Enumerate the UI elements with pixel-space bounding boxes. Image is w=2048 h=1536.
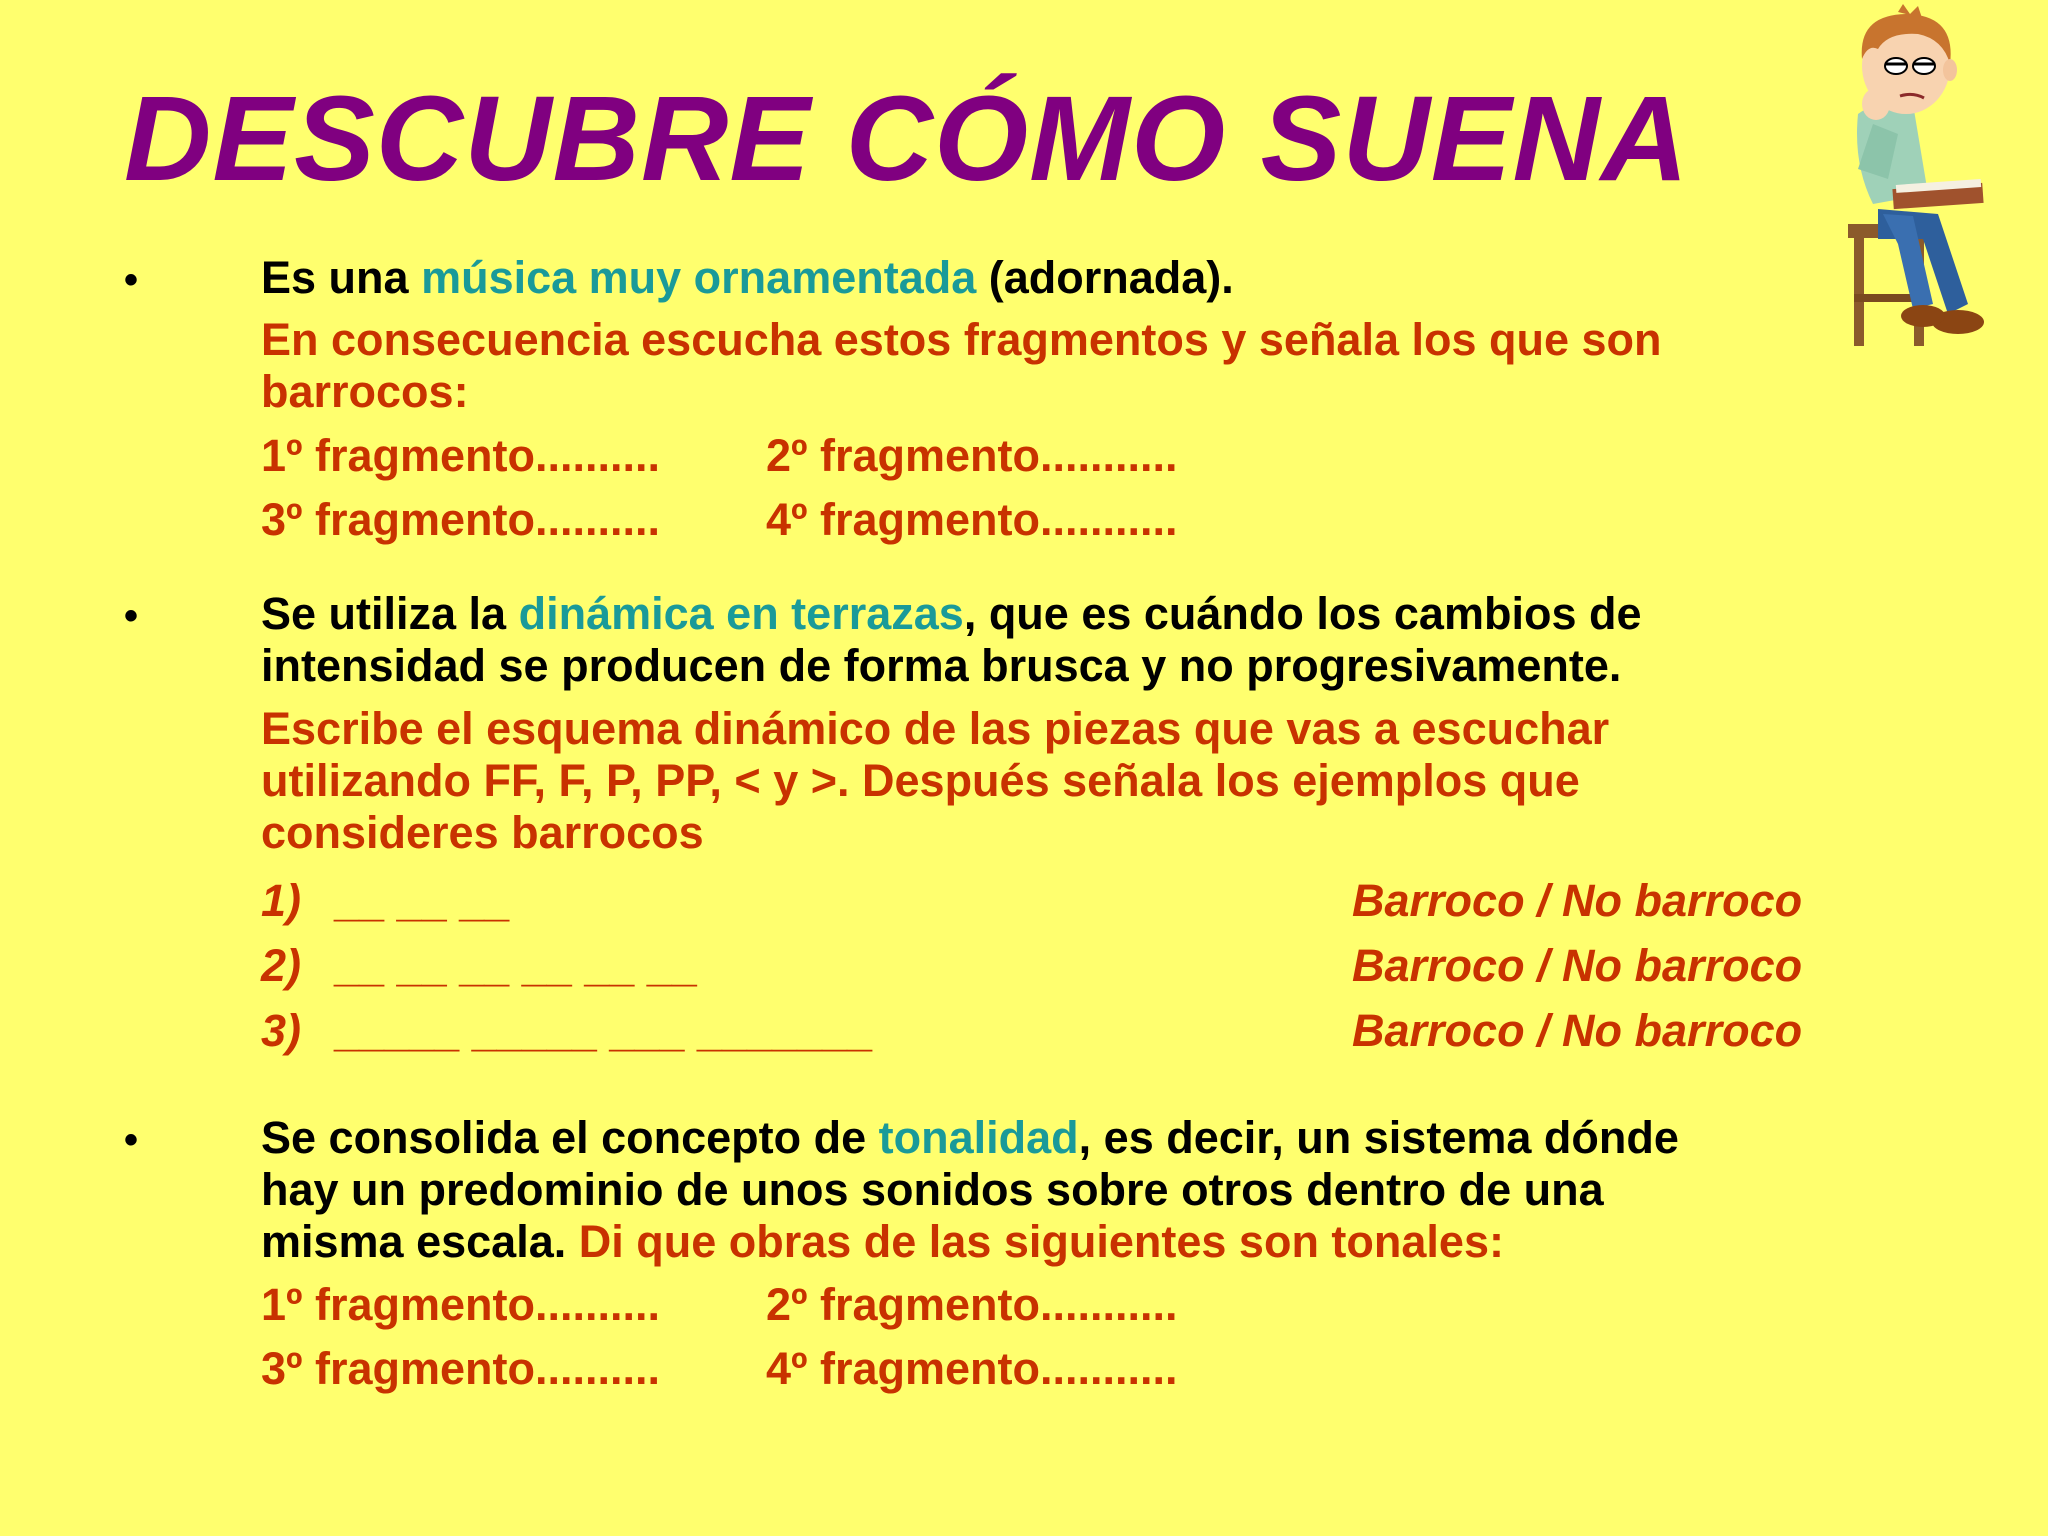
example-3-number: 3) (261, 1005, 302, 1056)
section2-line1-end: , que es cuándo los cambios de (963, 588, 1642, 639)
section3-frag-row2 (261, 1343, 1178, 1395)
section3-frag3: 3º fragmento.......... (261, 1343, 661, 1394)
section3-frag4: 4º fragmento........... (766, 1343, 1178, 1394)
section1-intro-end: (adornada). (976, 252, 1234, 303)
example-3-choice[interactable]: Barroco / No barroco (1352, 1005, 1803, 1056)
section3-frag-row1 (261, 1279, 1178, 1331)
example-3-blanks[interactable]: _____ _____ ___ _______ (334, 1005, 873, 1056)
section1-task-line2: barrocos: (261, 366, 469, 417)
section1-term: música muy ornamentada (421, 252, 977, 303)
section1-intro (261, 252, 1234, 304)
thinking-boy-illustration (1818, 4, 1998, 364)
example-2-blanks[interactable]: __ __ __ __ __ __ (334, 940, 697, 991)
section3-line3 (261, 1216, 1504, 1268)
example-1-number: 1) (261, 875, 302, 926)
bullet-3: • (124, 1118, 139, 1162)
section1-frag4: 4º fragmento........... (766, 494, 1178, 545)
example-2-choice[interactable]: Barroco / No barroco (1352, 940, 1803, 991)
section3-line1-end: , es decir, un sistema dónde (1078, 1112, 1679, 1163)
section3-line1 (261, 1112, 1679, 1164)
section3-line3-text: misma escala. (261, 1216, 579, 1267)
section3-frag2: 2º fragmento........... (766, 1279, 1178, 1330)
section2-line2: intensidad se producen de forma brusca y no progresivamente. (261, 640, 1622, 691)
section2-task-line3: consideres barrocos (261, 807, 704, 858)
example-1-blanks[interactable]: __ __ __ (334, 875, 510, 926)
section3-line1-text: Se consolida el concepto de (261, 1112, 879, 1163)
bullet-2: • (124, 594, 139, 638)
section1-task-line1: En consecuencia escucha estos fragmentos y señala los que son (261, 314, 1662, 365)
section2-term: dinámica en terrazas (518, 588, 964, 639)
example-2-number: 2) (261, 940, 302, 991)
bullet-1: • (124, 258, 139, 302)
section2-line1 (261, 588, 1642, 640)
section1-frag3: 3º fragmento.......... (261, 494, 661, 545)
section1-frag1: 1º fragmento.......... (261, 430, 661, 481)
section1-frag-row2 (261, 494, 1178, 546)
section2-line1-text: Se utiliza la (261, 588, 519, 639)
section3-frag1: 1º fragmento.......... (261, 1279, 661, 1330)
section2-task-line2: utilizando FF, F, P, PP, < y >. Después señala los ejemplos que (261, 755, 1580, 806)
section1-frag2: 2º fragmento........... (766, 430, 1178, 481)
slide-title: DESCUBRE CÓMO SUENA (124, 70, 1690, 206)
section2-task-line1: Escribe el esquema dinámico de las piezas que vas a escuchar (261, 703, 1610, 754)
section1-frag-row1 (261, 430, 1178, 482)
section3-line2: hay un predominio de unos sonidos sobre otros dentro de una (261, 1164, 1604, 1215)
section3-term: tonalidad (878, 1112, 1079, 1163)
section1-intro-text: Es una (261, 252, 422, 303)
section3-task: Di que obras de las siguientes son tonales: (578, 1216, 1504, 1267)
example-1-choice[interactable]: Barroco / No barroco (1352, 875, 1803, 926)
